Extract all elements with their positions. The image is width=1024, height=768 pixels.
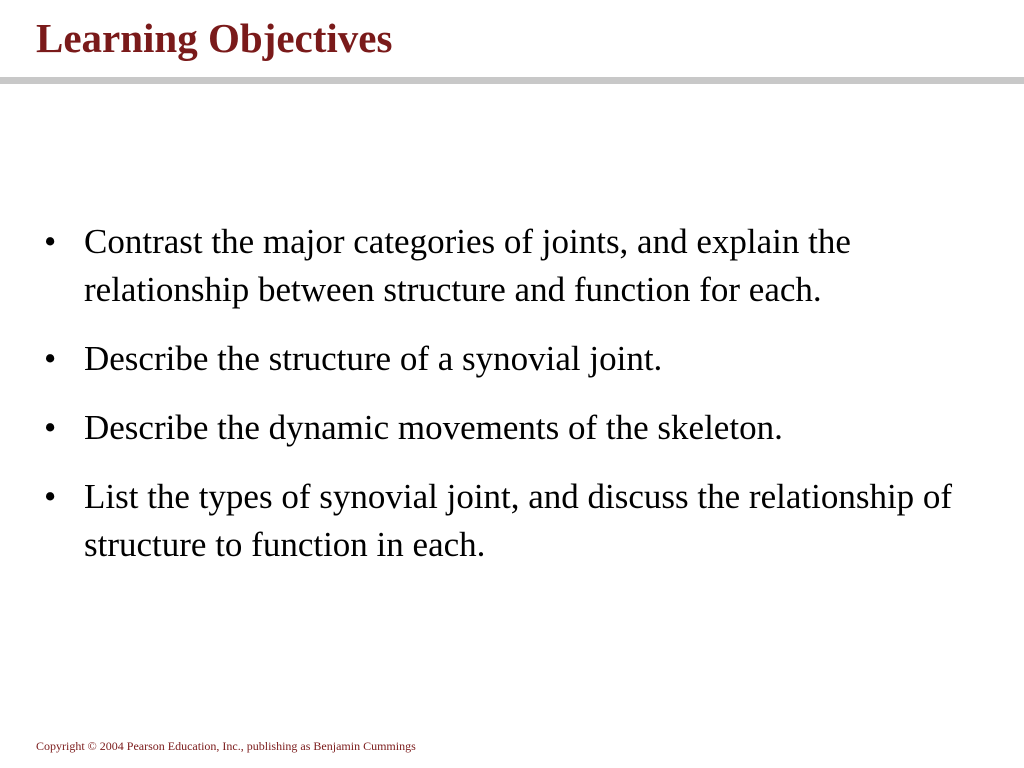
bullet-icon: • — [44, 477, 57, 516]
bullet-icon: • — [44, 408, 57, 447]
title-divider — [0, 77, 1024, 84]
bullet-item — [40, 404, 1000, 452]
bullet-text: Describe the structure of a synovial joint. — [84, 339, 663, 378]
bullet-text: Contrast the major categories of joints, and explain the relationship between structure and function for each. — [84, 222, 851, 309]
bullet-text: List the types of synovial joint, and discuss the relationship of structure to function in each. — [84, 477, 953, 564]
bullet-item — [40, 218, 1000, 314]
slide-title: Learning Objectives — [36, 15, 393, 61]
bullet-text: Describe the dynamic movements of the skeleton. — [84, 408, 783, 447]
copyright-footer: Copyright © 2004 Pearson Education, Inc., publishing as Benjamin Cummings — [36, 739, 416, 753]
bullet-item — [40, 335, 1000, 383]
bullet-list — [40, 218, 1000, 590]
bullet-icon: • — [44, 222, 57, 261]
bullet-icon: • — [44, 339, 57, 378]
bullet-item — [40, 473, 1000, 569]
